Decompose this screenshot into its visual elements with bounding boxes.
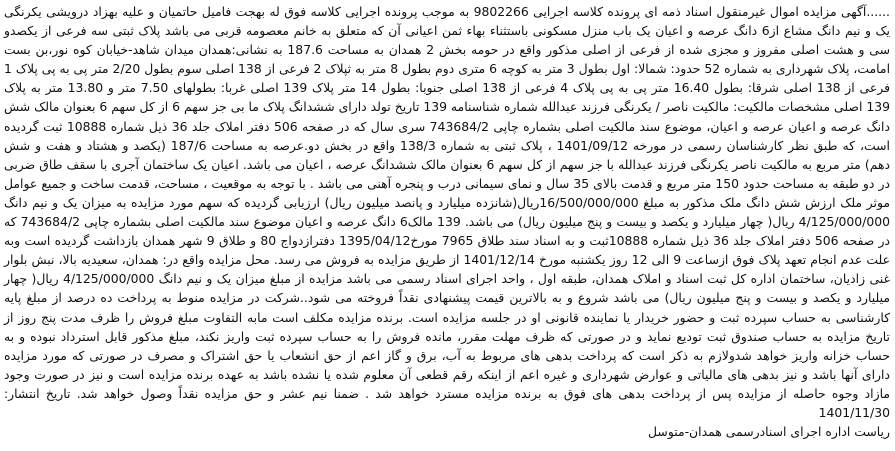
notice-body: ......آگهی مزایده اموال غیرمنقول اسناد ذمه ای پرونده کلاسه اجرایی 9802266 به موجب پرونده اجرایی کلاسه فوق له بهجت فامیل حاتمیان و علیه بهزاد درویشی یکرنگی یک و نیم دانگ مشاع از6 دانگ عرصه و اعیان یک باب منزل مسکونی باستثناء بهاء ثمن اعیانی آن که متعلق به خانم معصومه قربی می باشد پلاک ثبتی سه فرعی از یکصدو سی و هشت اصلی مفروز و مجزی شده از فرعی از اصلی مذکور واقع در حومه بخش 2 همدان به مساحت 187.6 به نشانی:همدان میدان شاهد-خیابان کوه نور،بن بست امامت، پلاک شهرداری به شماره 52 حدود: شمالا: اول بطول 3 متر به کوچه 6 متری دوم بطول 8 متر به ثپلاک 2 فرعی از 138 اصلی سوم بطول 2/20 متر پی به پی پلاک 1 فرعی از 138 اصلی شرقا: بطول 16.40 متر پی به پی پلاک 4 فرعی از 138 اصلی جنوبا: بطول 14 متر پلاک 139 اصلی غربا: بطولهای 7.50 متر و 13.80 متر به پلاک 139 اصلی مشخصات مالکیت: مالکیت ناصر / یکرنگی فرزند عبدالله شماره شناسنامه 139 تاریخ تولد دارای ششدانگ پلاک ما بی جز سهم 6 از کل سهم 6 بعنوان مالک شش دانگ عرصه و اعیان عرصه و اعیان، موضوع سند مالکیت اصلی بشماره چاپی 743684/2 سری سال که در صفحه 506 دفتر املاک جلد 36 ذیل شماره 10888 ثبت گردیده است، که طبق نظر کارشناسان رسمی در مورخه 1401/09/12 ، پلاک ثبتی به شماره 138/3 واقع در بخش دو.عرصه به مساحت 187/6 (یکصد و هشتاد و هفت و شش دهم) متر مربع به مالکیت ناصر یکرنگی فرزند عبدالله با جز سهم از کل سهم 6 بعنوان مالک ششدانگ عرصه ، اعیان می باشد. اعیان یک ساختمان آجری با سقف طاق ضربی در دو طبقه به مساحت حدود 150 متر مربع و قدمت بالای 35 سال و نمای سیمانی درب و پنجره آهنی می باشد . با توجه به موقعیت ، مساحت، قدمت ساخت و جمیع عوامل موثر ملک ارزش شش دانگ ملک مذکور به مبلغ 16/500/000/000ریال(شانزده میلیارد و پانصد میلیون ریال) ارزیابی گردیده که سهم مورد مزایده به میزان یک و نیم دانگ 4/125/000/000 ریال( چهار میلیارد و یکصد و بیست و پنج میلیون ریال) می باشد. 139 مالک6 دانگ عرصه و اعیان موضوع سند مالکیت اصلی بشماره چاپی 743684/2 که در صفحه 506 دفتر املاک جلد 36 ذیل شماره 10888ثبت و به اسناد سند طلاق 7965 مورخ1395/04/12 دفترازدواج 80 و طلاق 9 شهر همدان بازداشت گردیده است وبه علت عدم انجام تعهد پلاک فوق ازساعت 9 الی 12 روز یکشنبه مورخ 1401/12/14 از طریق مزایده به فروش می رسد. محل مزایده واقع در: همدان، سعیدیه بالا، نبش بلوار غنی زادیان، ساختمان اداره کل ثبت اسناد و املاک همدان، طبقه اول ، واحد اجرای اسناد رسمی می باشد مزایده از مبلغ میزان یک و نیم دانگ 4/125/000/000 ریال( چهار میلیارد و یکصد و بیست و پنج میلیون ریال) می باشد شروع و به بالاترین قیمت پیشنهادی نقداً فروخته می شود..شرکت در مزایده منوط به پرداخت ده درصد از مبلغ پایه کارشناسی به حساب سپرده ثبت و حضور خریدار یا نماینده قانونی او در جلسه مزایده است. برنده مزایده مکلف است مابه التفاوت مبلغ فروش را ظرف مدت پنج روز از تاریخ مزایده به حساب صندوق ثبت تودیع نماید و در صورتی که ظرف مهلت مقرر، مانده فروش را به حساب سپرده ثبت واریز نکند، مبلغ مذکور قابل استرداد نبوده و به حساب خزانه واریز خواهد شدولازم به ذکر است که پرداخت بدهی های مربوط به آب، برق و گاز اعم از حق انشعاب یا حق اشتراک و مصرف در صورتی که مورد مزایده دارای آنها باشد و نیز بدهی های مالیاتی و عوارض شهرداری و غیره اعم از اینکه رقم قطعی آن معلوم شده یا نشده باشد به عهده برنده مزایده است و نیز در صورت وجود مازاد وجوه حاصله از مزایده پس از پرداخت بدهی های فوق به برنده مزایده مسترد خواهد شد . ضمنا نیم عشر و حق مزایده نقداً وصول خواهد شد. تاریخ انتشار: 1401/11/30 <box>4 4 891 420</box>
notice-signature: ریاست اداره اجرای اسنادرسمی همدان-متوسل <box>648 424 890 440</box>
auction-notice <box>4 2 890 441</box>
